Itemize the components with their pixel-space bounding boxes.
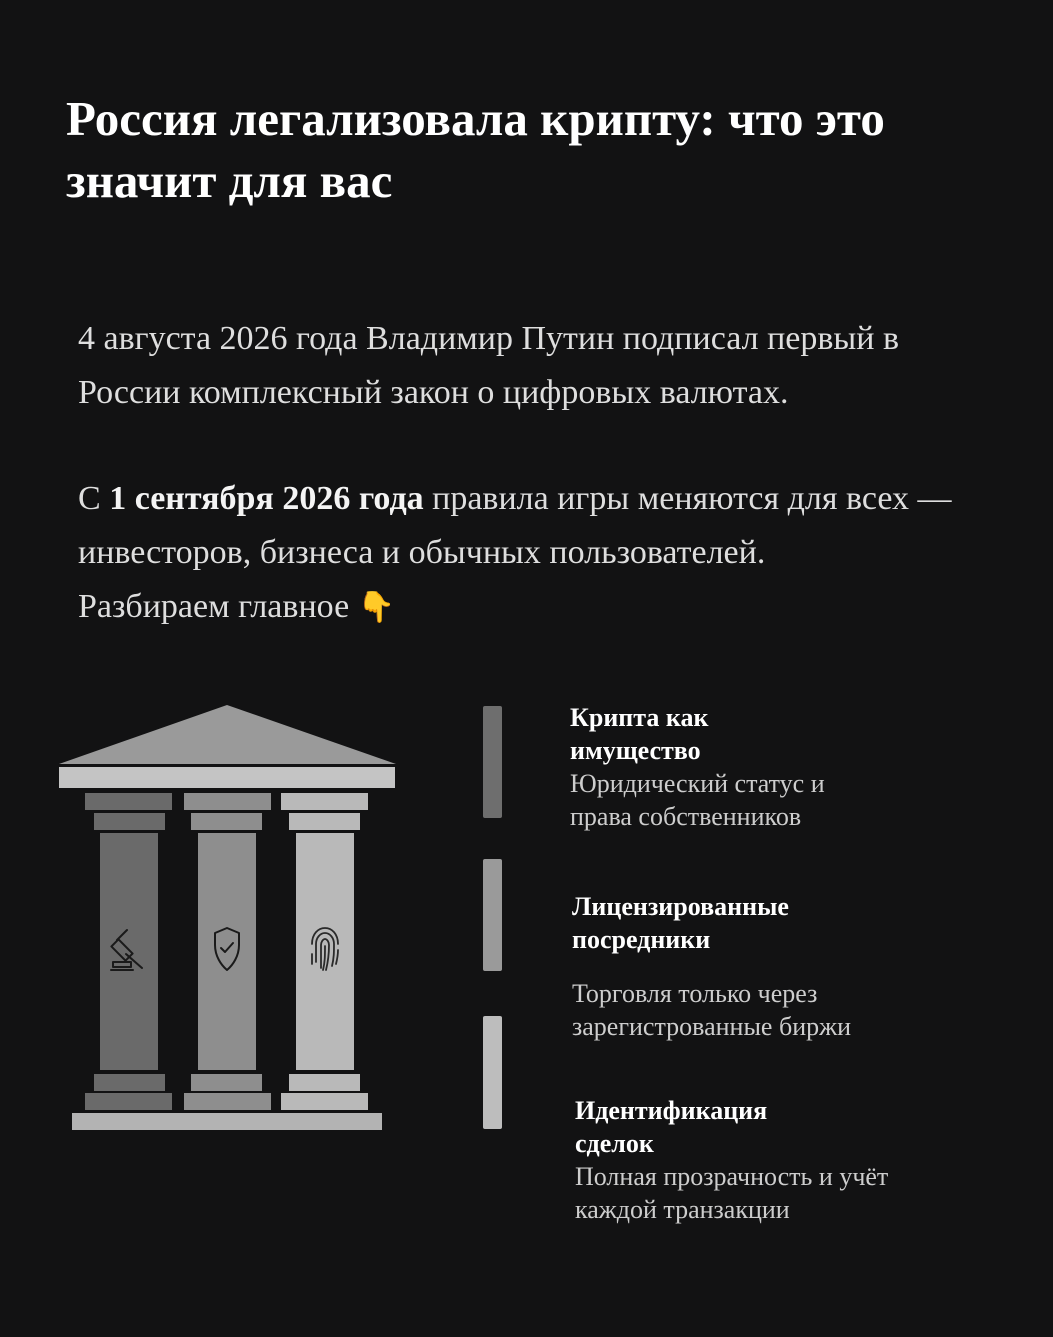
effective-date: 1 сентября 2026 года [109, 480, 424, 517]
pointing-down-icon: 👇 [357, 590, 396, 625]
temple-pediment [59, 705, 396, 764]
page-title: Россия легализовала крипту: что это значит для вас [66, 91, 885, 208]
cta-text: Разбираем главное [78, 588, 350, 625]
temple-base [72, 1113, 382, 1130]
feature-identification [575, 1094, 925, 1226]
change-paragraph [78, 472, 1008, 580]
change-suffix: правила игры меняются для всех — инвесторов, бизнеса и обычных пользователей. [78, 480, 952, 571]
feature-separator-1 [483, 706, 502, 818]
cta-line [78, 580, 1008, 635]
feature-intermediaries [572, 890, 892, 1043]
feature-description: Торговля только через зарегистрованные биржи [572, 979, 851, 1041]
feature-description: Полная прозрачность и учёт каждой транзакции [575, 1162, 889, 1224]
intro-paragraph: 4 августа 2026 года Владимир Путин подписал первый в России комплексный закон о цифровых валютах. [78, 320, 899, 411]
feature-title: Лицензированные посредники [572, 892, 789, 954]
temple-entablature [59, 767, 395, 788]
feature-title: Идентификация сделок [575, 1096, 768, 1158]
feature-description: Юридический статус и права собственников [570, 769, 825, 831]
pillar-left [85, 793, 172, 1110]
feature-property [570, 701, 825, 833]
feature-title: Крипта как имущество [570, 703, 709, 765]
temple-illustration [55, 700, 400, 1135]
change-prefix: С [78, 480, 110, 517]
pillar-middle [184, 793, 271, 1110]
feature-separator-3 [483, 1016, 502, 1129]
feature-separator-2 [483, 859, 502, 971]
